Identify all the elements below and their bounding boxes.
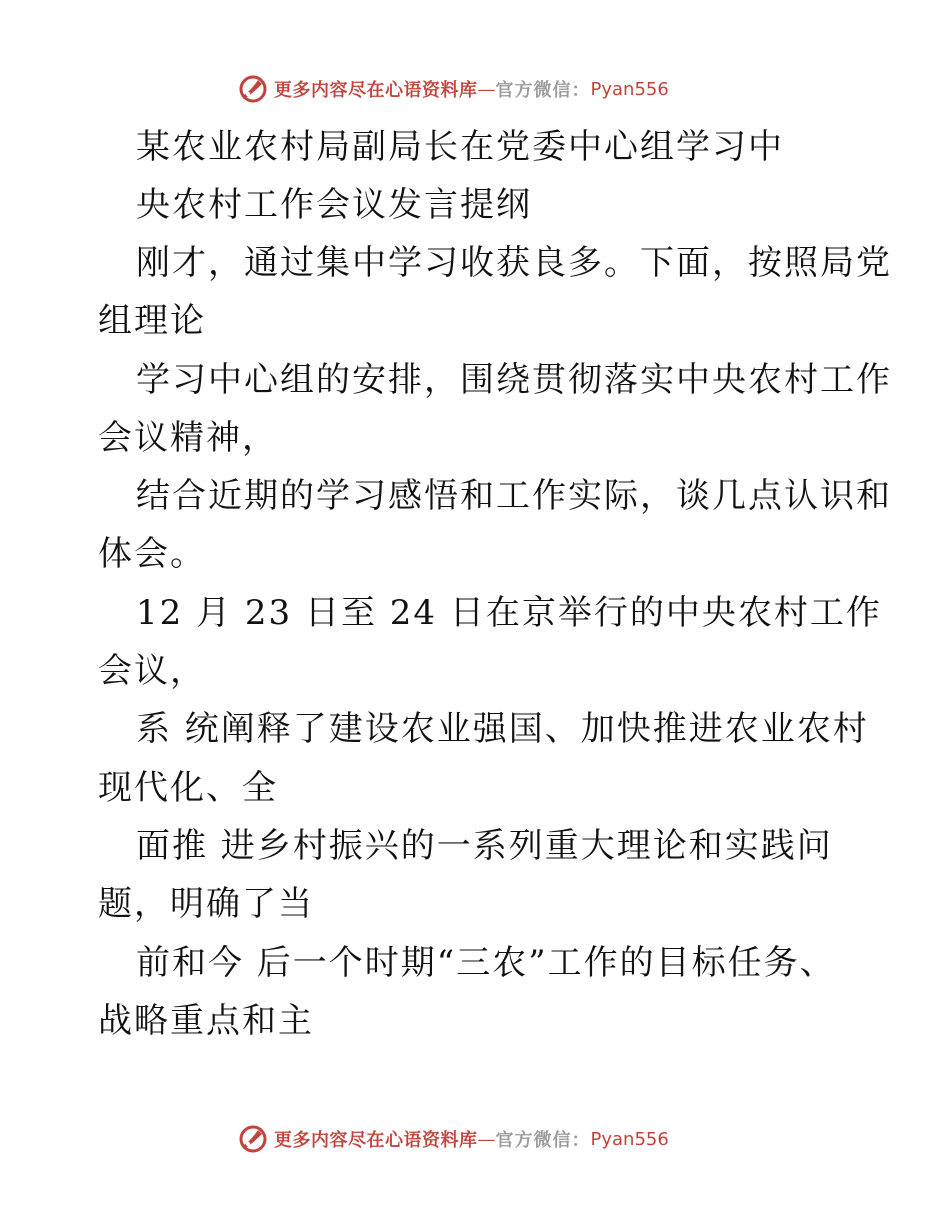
body-line-5: 结合近期的学习感悟和工作实际，谈几点认识和 xyxy=(136,476,892,516)
header-banner xyxy=(236,72,669,106)
banner-dash: — xyxy=(477,78,496,100)
banner-subtitle: 官方微信： xyxy=(495,80,591,101)
pen-nib-circle-icon xyxy=(236,1122,270,1156)
body-line-12: 题，明确了当 xyxy=(98,884,314,924)
banner-dash: — xyxy=(477,1128,496,1150)
body-line-2: 组理论 xyxy=(98,301,206,341)
body-line-14: 战略重点和主 xyxy=(98,1001,314,1041)
body-line-13: 前和今 后一个时期“三农”工作的目标任务、 xyxy=(136,943,836,983)
banner-wechat-id: Pyan556 xyxy=(590,78,669,100)
footer-banner xyxy=(236,1122,669,1156)
body-line-1: 刚才，通过集中学习收获良多。下面，按照局党 xyxy=(136,243,892,283)
body-line-9: 系 统阐释了建设农业强国、加快推进农业农村 xyxy=(136,709,869,749)
banner-text: 更多内容尽在心语资料库 xyxy=(274,1130,478,1151)
title-line-1: 某农业农村局副局长在党委中心组学习中 xyxy=(136,127,784,167)
pen-nib-circle-icon xyxy=(236,72,270,106)
body-line-8: 会议， xyxy=(98,651,206,691)
body-line-10: 现代化、全 xyxy=(98,768,278,808)
body-line-4: 会议精神， xyxy=(98,418,278,458)
title-line-2: 央农村工作会议发言提纲 xyxy=(136,185,532,225)
body-line-6: 体会。 xyxy=(98,534,206,574)
banner-text: 更多内容尽在心语资料库 xyxy=(274,80,478,101)
body-line-11: 面推 进乡村振兴的一系列重大理论和实践问 xyxy=(136,826,833,866)
body-line-7: 12 月 23 日至 24 日在京举行的中央农村工作 xyxy=(136,593,882,633)
body-line-3: 学习中心组的安排，围绕贯彻落实中央农村工作 xyxy=(136,360,892,400)
banner-wechat-id: Pyan556 xyxy=(590,1128,669,1150)
banner-subtitle: 官方微信： xyxy=(495,1130,591,1151)
